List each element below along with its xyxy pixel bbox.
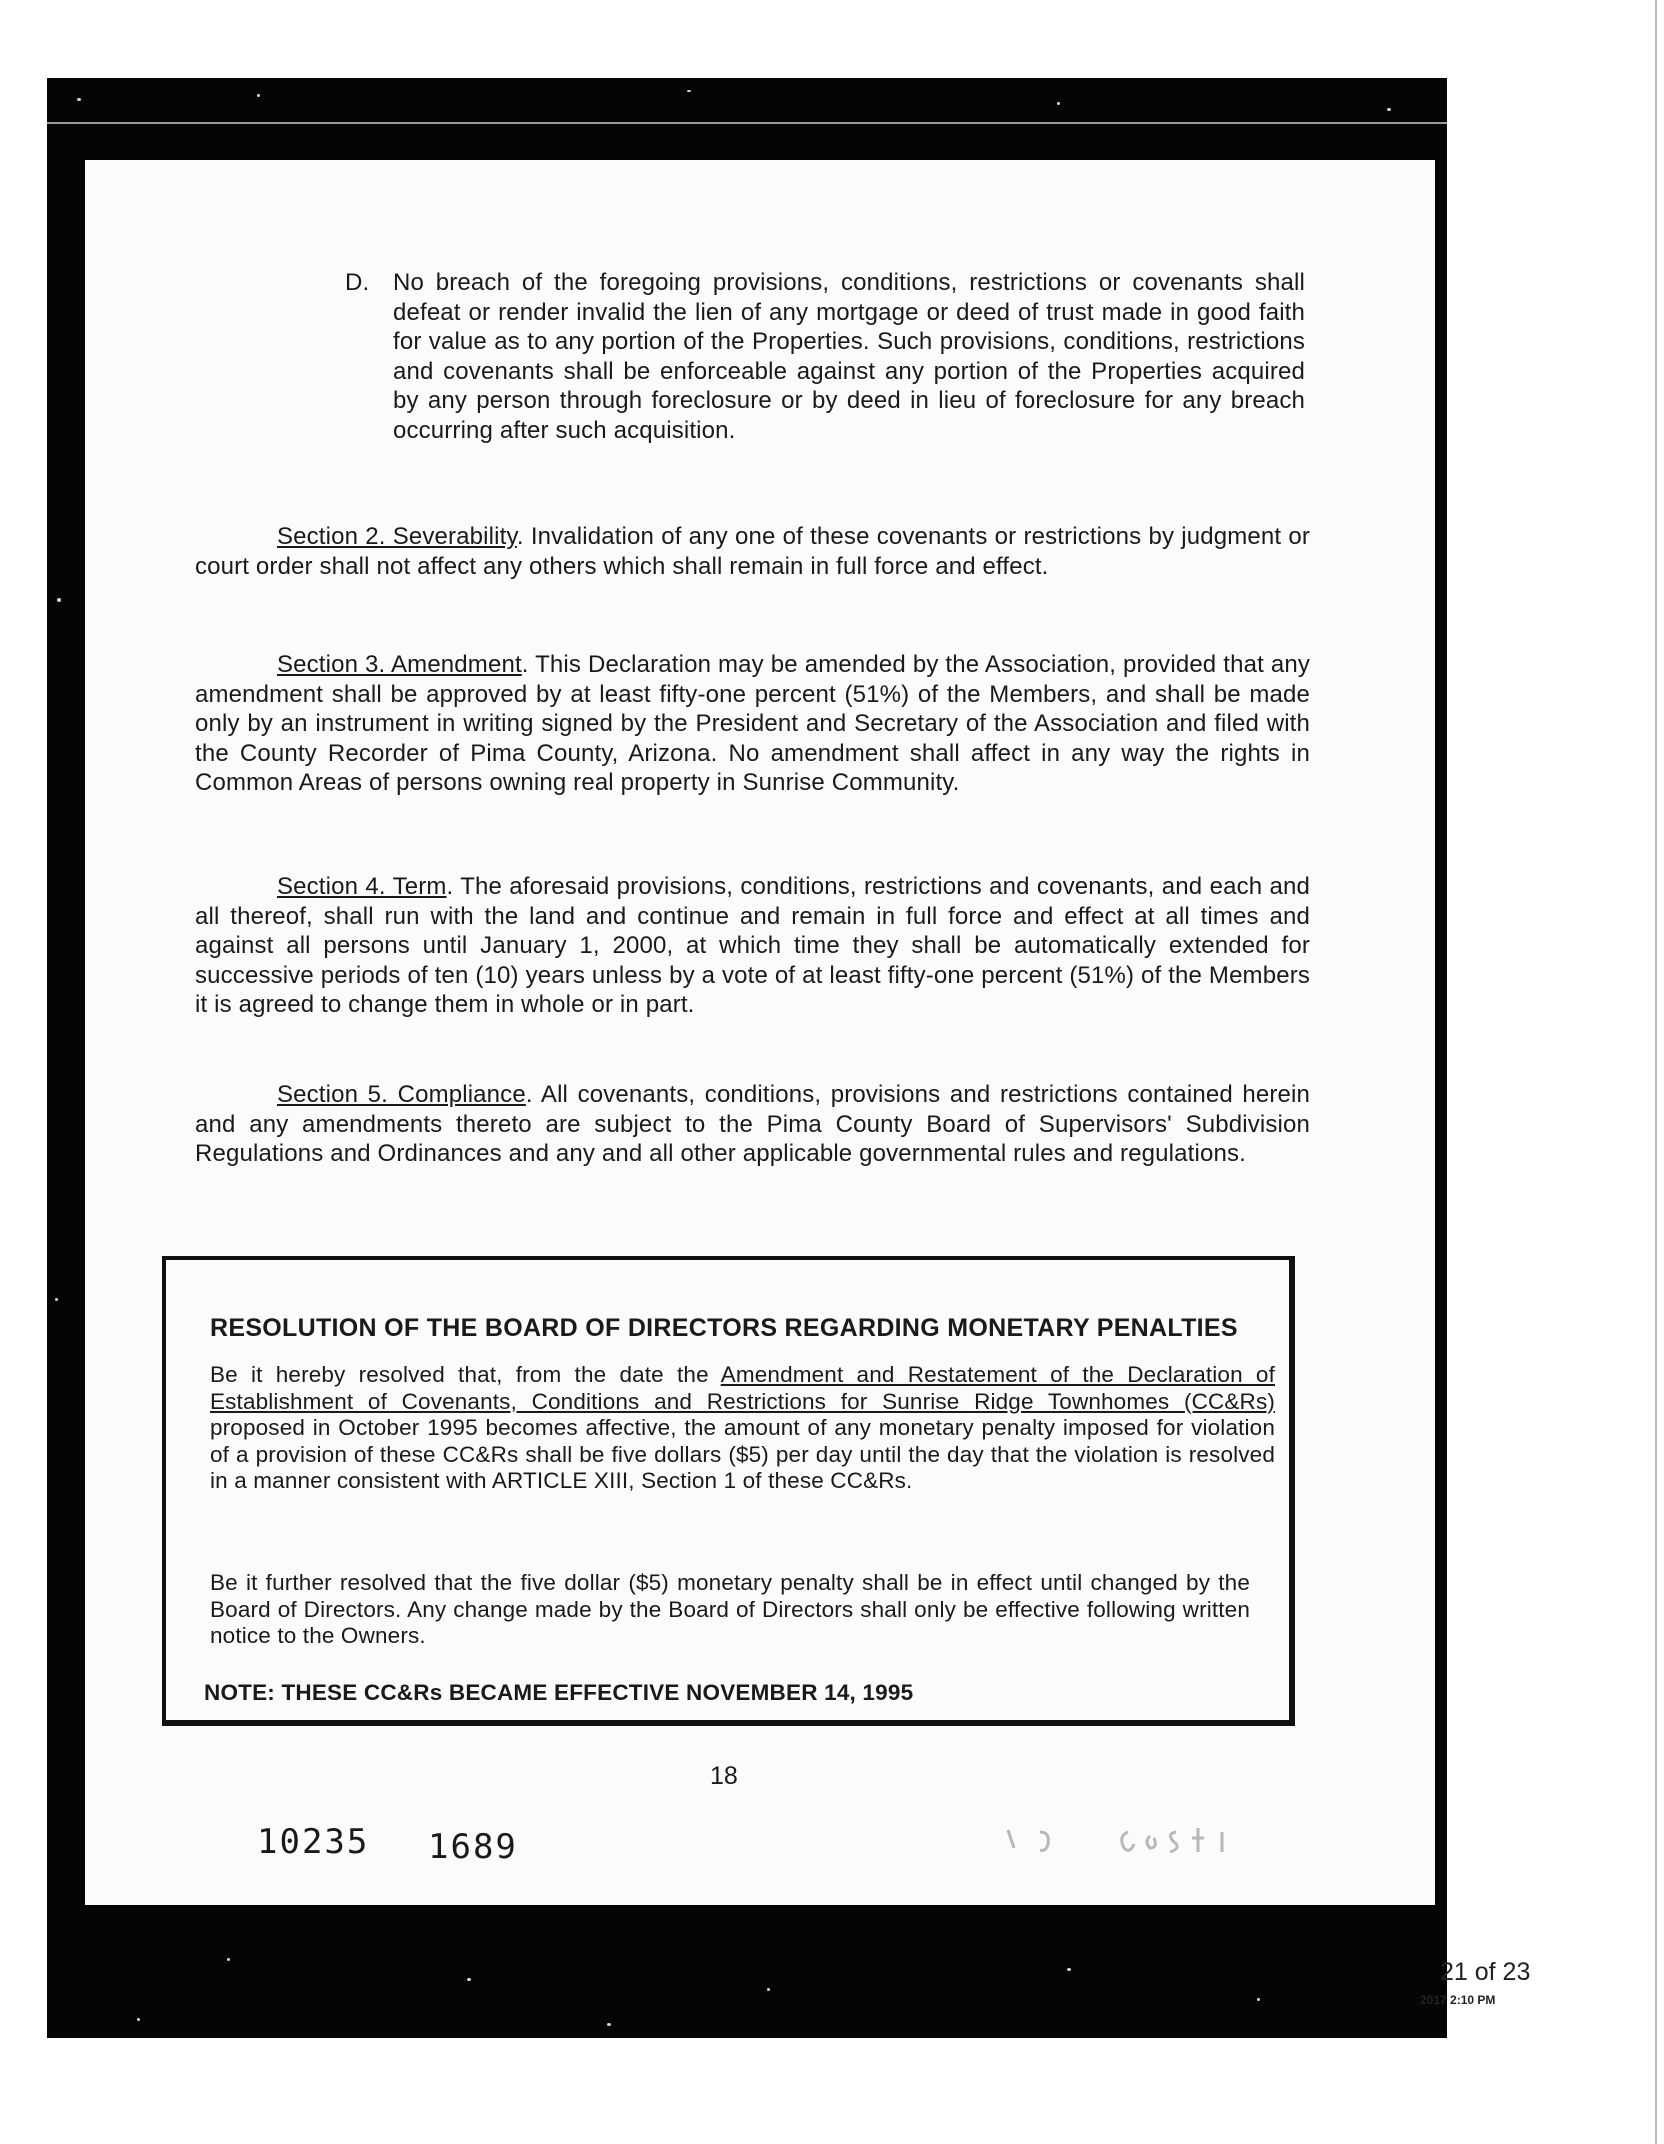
recording-page-number: 1689 (428, 1827, 518, 1867)
resolution-p1-rest: proposed in October 1995 becomes affective, the amount of any monetary penalty imposed for violation of a provision of these CC&Rs shall be five dollars ($5) per day until the day that the violation is resolved in a manner consistent with ARTICLE XIII, Section 1 of these CC&Rs. (210, 1415, 1275, 1493)
effective-date-note: NOTE: THESE CC&Rs BECAME EFFECTIVE NOVEMBER 14, 1995 (204, 1680, 914, 1705)
section-heading: Section 5. Compliance (277, 1081, 526, 1108)
section-text: The aforesaid provisions, conditions, restrictions and covenants, and each and all thereof, shall run with the land and continue and remain in full force and effect at all times and against all persons until January 1, 2000, at which time they shall be automatically extended for successive periods of ten (10) years unless by a vote of at least fifty-one percent (51%) of the Members it is agreed to change them in whole or in part. (195, 873, 1311, 1018)
recording-book-number: 10235 (257, 1822, 370, 1862)
scan-rule (47, 122, 1447, 124)
section-text: All covenants, conditions, provisions and restrictions contained herein and any amendments thereto are subject to the Pima County Board of Supervisors' Subdivision Regulations and Ordinances and any and all other applicable governmental rules and regulations. (195, 1081, 1311, 1167)
resolution-title: RESOLUTION OF THE BOARD OF DIRECTORS REGARDING MONETARY PENALTIES (210, 1314, 1238, 1342)
section-text: This Declaration may be amended by the Association, provided that any amendment shall be approved by at least fifty-one percent (51%) of the Members, and shall be made only by an instrument in writing signed by the President and Secretary of the Association and filed with the County Recorder of Pima County, Arizona. No amendment shall affect in any way the rights in Common Areas of persons owning real property in Sunrise Community. (195, 651, 1311, 796)
resolution-paragraph-1 (210, 1362, 1275, 1495)
section-text: Invalidation of any one of these covenants or restrictions by judgment or court order shall not affect any others which shall remain in full force and effect. (195, 523, 1310, 580)
page-edge-line (1655, 0, 1657, 2144)
section-heading: Section 4. Term (277, 873, 447, 900)
section-3-amendment: Section 3. Amendment. This Declaration may be amended by the Association, provided that any amendment shall be approved by at least fifty-one percent (51%) of the Members, and shall be made only by an instrument in writing signed by the President and Secretary of the Association and filed with the County Recorder of Pima County, Arizona. No amendment shall affect in any way the rights in Common Areas of persons owning real property in Sunrise Community. (195, 651, 1311, 796)
page-number: 18 (710, 1762, 738, 1790)
section-heading: Section 3. Amendment (277, 651, 522, 678)
resolution-p1-lead: Be it hereby resolved that, from the date the (210, 1362, 721, 1387)
section-2-severability: Section 2. Severability. Invalidation of any one of these covenants or restrictions by judgment or court order shall not affect any others which shall remain in full force and effect. (195, 523, 1310, 580)
ccrs-document-title: Amendment and Restatement of the Declaration of Establishment of Covenants, Conditions and Restrictions for Sunrise Ridge Townhomes (CC&Rs) (210, 1362, 1275, 1414)
section-4-term: Section 4. Term. The aforesaid provisions, conditions, restrictions and covenants, and each and all thereof, shall run with the land and continue and remain in full force and effect at all times and against all persons until January 1, 2000, at which time they shall be automatically extended for successive periods of ten (10) years unless by a vote of at least fifty-one percent (51%) of the Members it is agreed to change them in whole or in part. (195, 873, 1311, 1018)
resolution-paragraph-2: Be it further resolved that the five dollar ($5) monetary penalty shall be in effect until changed by the Board of Directors. Any change made by the Board of Directors shall only be effective following written notice to the Owners. (210, 1570, 1250, 1648)
section-5-compliance: Section 5. Compliance. All covenants, conditions, provisions and restrictions contained herein and any amendments thereto are subject to the Pima County Board of Supervisors' Subdivision Regulations and Ordinances and any and all other applicable governmental rules and regulations. (195, 1081, 1311, 1167)
section-heading: Section 2. Severability (277, 523, 517, 550)
page-of-indicator: 21 of 23 (1440, 1958, 1531, 1986)
item-d (345, 268, 1305, 445)
faint-recording-stamp (1000, 1818, 1280, 1858)
print-timestamp: 2017 2:10 PM (1420, 1993, 1496, 2007)
item-d-label: D. (345, 269, 370, 296)
item-d-text: No breach of the foregoing provisions, conditions, restrictions or covenants shall defeat or render invalid the lien of any mortgage or deed of trust made in good faith for value as to any portion of the Properties. Such provisions, conditions, restrictions and covenants shall be enforceable against any portion of the Properties acquired by any person through foreclosure or by deed in lieu of foreclosure for any breach occurring after such acquisition. (393, 269, 1305, 444)
